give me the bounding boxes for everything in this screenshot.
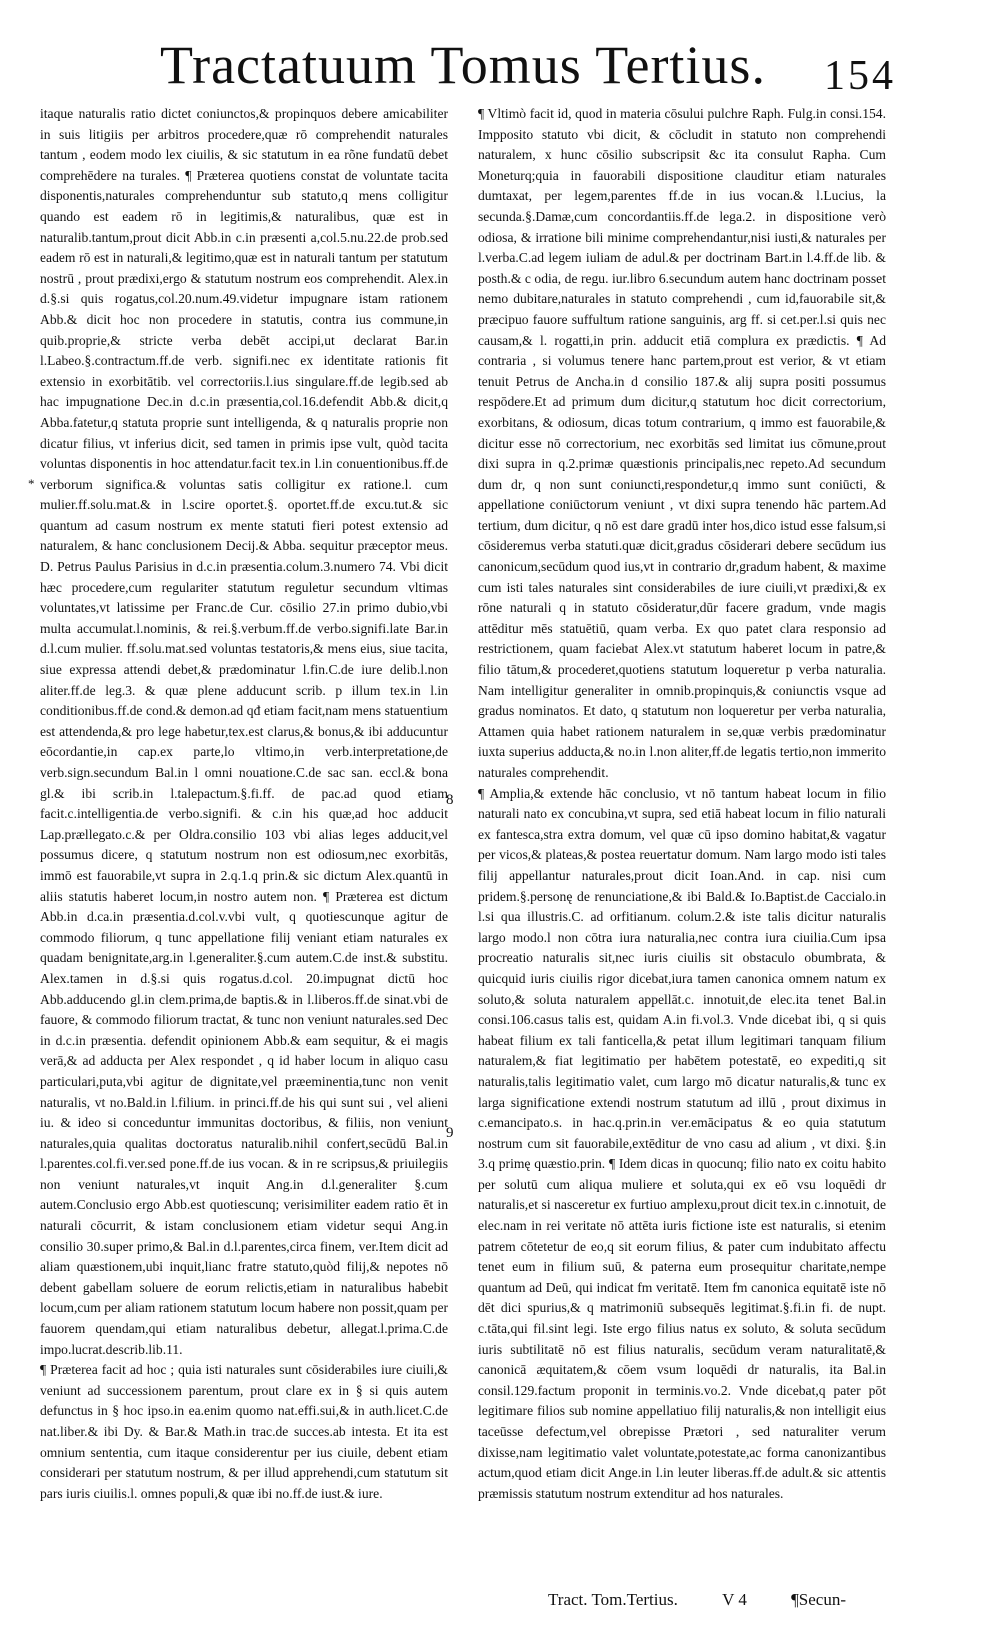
folio-number: 154 — [824, 53, 896, 99]
left-column — [40, 104, 448, 1584]
margin-number-8: 8 — [446, 792, 454, 808]
signature-mark: V 4 — [722, 1590, 747, 1609]
running-title: Tractatuum Tomus Tertius. — [160, 35, 766, 95]
right-column — [478, 104, 886, 1588]
right-paragraph: ¶ Amplia,& extende hāc conclusio, vt nō tantum habeat locum in filio naturali nato ex concubina,vt supra, sed etiā habeat locum in filio naturali ex fantesca,stra extra domum, vel quæ cū ipso domino habitat,& vagatur per vicos,& plateas,& postea reuertatur domum. Nam largo modo isti tales filij appellantur naturales,prout dicit Ioan.And. in cap. nisi cum pridem.§.personę de renunciatione,& ibi Bald.& Io.Baptist.de Caccialo.in l.si qua illustris.C. ad orfitianum. colum.2.& iste talis dicitur naturalis largo modo.l non cōtra iura naturalia,nec contra iura ciuilia.Cum ipsa procreatio naturalis sit,nec iuris ciuilis sit obstaculo obumbrata, & quicquid iuris ciuilis rigor dicebat,iura tamen canonica omnem natum ex soluto,& soluta naturalem appellāt.c. innotuit,de elec.ita tenet Bal.in consi.106.casus talis est, quidam A.in fi.vol.3. Vnde dicebat ibi, q si quis habeat filium ex tali fanticella,& petat illum legitimari tanquam filium naturalem,& fiat legitimatio per habētem potestatē, eo expediti,q sit naturalis,talis legitimatio valet, cum largo mō dicatur naturalis,& tunc ex larga significatione extendi nostrum statutum ad illū , prout diximus in c.emancipato.s. in hac.q.prin.in ver.emācipatus & eo quia statutum nostrum cum sit fauorabile,extēditur de vno casu ad alium , vt dixi. §.in 3.q primę quæstio.prin. ¶ Idem dicas in quocunq; filio nato ex coitu habito per solutū cum aliqua muliere et soluta,qui ex eō vsu loquēdi dr naturalis,et si nasceretur ex furtiuo amplexu,prout dicit tex.in c.innotuit, de elec.nam in rei veritate nō attēta iuris fictione iste est naturalis, si etenim patrem cōtetetur de eo,q sit eorum filius, & pater cum indubitato affectu tenet eum in filium suū, & paterna eum prosequitur charitate,nempe quantum ad Deū, qui indicat fm veritatē. Item fm canonica equitatē iste nō dēt dici spurius,& q matrimoniū subsequēs legitimat.§.fi.in fi. de nupt. c.tāta,qui fil.sint legi. Iste ergo filius natus ex soluto, & soluta secūdum iuris subtilitatē nō est filius naturalis, secūdum veram naturalitatē,& canonicā æquitatem,& cōem vsum loquēdi dr naturalis, ita Bal.in consil.129.factum proponit in terminis.vo.2. Vnde dicebat,q pater pōt legitimare filios sub nomine appellatiuo filij naturalis,& non intelligit eius taceūsse defectum,vel obrepisse Prætori , sed naturaliter verum dixisse,nam legitimatio valet voluntate,potestate,ac forma canonizantibus actum,quod etiam dicit Ange.in l.in leuter liberas.ff.de adult.& sic attentis præmissis statutum nostrum extenditur ad hos naturales. — [478, 785, 886, 1501]
page-footer — [548, 1590, 888, 1610]
margin-number-9: 9 — [446, 1125, 454, 1141]
left-paragraph: itaque naturalis ratio dictet coniunctos,& propinquos debere amicabiliter in suis litigiis per arbitros procedere,quæ rō comprehendit naturales tantum , eodem modo lex ciuilis, & sic statutum in ea rõne fundatū debet comprehēdere na turales. ¶ Præterea quotiens constat de voluntate tacita disponentis,naturales comprehenduntur sub statuto,q mens colligitur quando est eadem rō in legitimis,& naturalibus, quæ est in naturalib.tantum,prout dicit Abb.in c.in præsenti a,col.5.nu.22.de prob.sed eadem rō est in naturali,& legitimo,quæ est in naturali tantum per statutum nostrū , prout prædixi,ergo & statutum nostrum eos comprehendit. Alex.in d.§.si quis rogatus,col.20.num.49.videtur impugnare istam rationem Abb.& dicit hoc non procedere in statutis, contra ius commune,in quib.proprie,& stricte verba debēt accipi,ut declarat Bar.in l.Labeo.§.contractum.ff.de verb. signifi.nec ex identitate rationis fit extensio in exorbitātib. vel correctoriis.l.ius singulare.ff.de legib.sed ab hac impugnatione Dec.in d.c.in præsentia,col.16.defendit Abb.& dicit,q Abba.fatetur,q statuta proprie sunt intelligenda, & q naturalis proprie non dicatur filius, vt inferius dicit, sed tamen in primis ipse vult, quòd tacita voluntas disponentis in hoc attendatur.facit tex.in l.in conuentionibus.ff.de verborum significa.& voluntas satis colligitur ex ratione.l. cum mulier.ff.solu.mat.& in l.scire oportet.§. oportet.ff.de excu.tut.& sic quantum ad casum nostrum ex mente statuti fieri potest extensio ad naturalem, & hanc conclusionem Decij.& Abba. sequitur præceptor meus. D. Petrus Paulus Parisius in d.c.in præsentia.colum.3.numero 74. Vbi dicit hæc procedere,cum regulariter statutum reguletur secundum vltimas voluntates,vt latissime per Franc.de Cur. cōsilio 27.in primo dubio,vbi multa accumulat.l.nominis, & rei.§.verbum.ff.de verbo.signifi.late Bar.in d.l.cum mulier. ff.solu.mat.sed voluntas testatoris,& mens eius, siue tacita, siue expressa attendi debet,& prædominatur l.fin.C.de iure delib.l.non aliter.ff.de leg.3. & quæ plene adducunt scrib. p illum tex.in l.in conditionibus.ff.de cond.& demon.ad qđ etiam facit,nam mens statuentium est attendenda,& pro lege habetur,tex.est clarus,& bonus,& ibi adducuntur eōcordantie,in cap.ex parte,lo vltimo,in verb.interpretatione,de verb.sign.secundum Bal.in l omni nouatione.C.de sac san. eccl.& bona gl.& ibi scrib.in l.talepactum.§.fi.ff. de pac.ad quod etiam facit.c.intelligentia.de verbo.signifi. & c.in his quæ,ad hoc adducit Lap.prællegato.c.& per Oldra.consilio 103 vbi alias leges adducit,vel possumus dicere, q statutum nostrum non est odiosum,nec exorbitās, immō est fauorabile,vt supra in 2.q.1.q prin.& sic dictum Alex.quantū in aliis statutis haberet locum,in nostro autem non. ¶ Præterea est dictum Abb.in d.ca.in præsentia.d.col.v.vbi vult, q quotiescunque agitur de commodo filiorum, q tunc appellatione filij veniant etiam naturales ex quadam benignitate,arg.in l.generaliter.§.cum autem.C.de inst.& substitu. Alex.tamen in d.§.si quis rogatus.d.col. 20.impugnat dictū hoc Abb.adducendo gl.in clem.prima,de baptis.& in l.liberos.ff.de sinat.vbi de fauore, & commodo filiorum tractat, & tunc non veniunt naturales.sed Dec in d.c.in præsentia. defendit opinionem Abb.& eam sequitur, & ei magis verā,& ad adducta per Alex respondet , q id haber locum in aliquo casu particulari,puta,vbi agitur de dignitate,vel præeminentia,tunc non venit naturalis, vt no.Bald.in l.filium. in princi.ff.de his qui sunt sui , vel alieni iu. & ideo si conceduntur immunitas doctoribus, & filiis, non veniunt naturales,quia qualitas doctoratus naturalib.nihil confert,secūdū Bal.in l.parentes.col.fi.ver.sed pone.ff.de ius vocan. & in re scripsus,& priuilegiis non veniunt naturales,vt inquit Ang.in d.l.generaliter §.cum autem.Conclusio ergo Abb.est quotiescunq; verisimiliter eadem ratio ēt in naturali cōcurrit, & istam conclusionem etiam videtur sequi Ang.in consilio 30.super primo,& Bal.in d.l.parentes,circa finem, ver.Item dicit ad aliam quæstionem,ubi inquit,lianc fratre statuto,quòd filij,& nepotes nō debent gabellam soluere de eorum relictis,etiam in naturalibus habebit locum,cum per aliam rationem statutum locum habere non possit,quam per fauorem quendam,qui etiam naturalibus debetur, allegat.l.prima.C.de impo.lucrat.describ.lib.11. — [40, 106, 448, 1357]
footer-title: Tract. Tom.Tertius. — [548, 1590, 678, 1609]
left-paragraph: ¶ Præterea facit ad hoc ; quia isti naturales sunt cōsiderabiles iure ciuili,& veniunt ad successionem parentum, prout clare ex in § si quis autem defunctus in § hoc ipso.in ea.enim quomo nat.effi.sui,& in auth.licet.C.de nat.liber.& ibi Dy. & Bar.& Math.in trac.de succes.ab intesta. Et ita est omnium sententia, cum itaque considerentur per ius ciuile, debent etiam considerari per statutum nostrum, & per illud apprehendi,cum statutum sit pars iuris ciuilis.l. omnes populi,& quæ ibi no.ff.de iust.& iure. — [40, 1362, 448, 1501]
catchword: ¶Secun- — [791, 1590, 846, 1609]
margin-asterisk: * — [28, 476, 35, 491]
right-paragraph: ¶ Vltimò facit id, quod in materia cōsului pulchre Raph. Fulg.in consi.154. Impposito statuto vbi dicit, & cōcludit in statuto non comprehendi naturalem, x hunc cōsilio subscripsit &c ita consulut Rapha. Cum Moneturq;quia in fauorabili dispositione clauditur etiam naturales dumtaxat, per legem,parentes ff.de in ius vocan.& l.Lucius, la secunda.§.Damæ,cum concordantiis.ff.de lega.2. in dispositione verò odiosa, & irratione bili minime comprehendantur,nisi iusti,& naturales per l.verba.C.ad legem iuliam de adul.& per doctrinam Bart.in l.4.ff.de lib. & posth.& c odia, de regu. iur.libro 6.secundum autem hanc doctrinam posset nemo dubitare,naturales in statuto comprehendi , cum id,fauorabile sit,& præcipuo fauore suffultum ratione sanguinis, arg ff. si cet.per.l.si quis nec causam,& l. rogatti,in prin. adducit etiā complura ex prædictis. ¶ Ad contraria , si volumus tenere hanc partem,prout est verior, & vt etiam tenuit Petrus de Ancha.in d consilio 187.& alij supra positi possumus respōdere.Et ad primum dum dicitur,q statutum hoc dicit correctorium, exorbitans, & odiosum, dicas totum contrarium, q immo est fauorabile,& dicitur esse nō correctorium, nec exorbitās sed limitat ius cōmune,prout dixi supra in q.2.primæ quæstionis principalis,nec repeto.Ad secundum dum dr, q non sunt coniuncti,respondetur,q immo sunt coniūcti, & appellatione coniūctorum veniunt , vt dixi supra tenendo hāc partem.Ad tertium, dum dicitur, q nō est dare gradū inter hos,dico istud esse falsum,si cōsideremus verba statuti.quæ dicit,gradus cōsiderari debere secūdum ius canonicum,secūdum quod ius,vt in contrario dr,gradum habent, & maxime cum isti tales naturales sint considerabiles de iure ciuili,vt prædixi,& ex rōne naturali q in statuto cōsideratur,dūr facere gradum, vnde magis attēditur mēs statuētiū, quam verba. Ex quo patet clara responsio ad restrictionem, quam faciebat Alex.vt statutum haberet locum in patre,& filio tātum,& procederet,quotiens statutum loqueretur p verba naturalia. Nam intelligitur generaliter in omnib.propinquis,& coniunctis vsque ad gradus nominatos. Et dato, q statutum non loqueretur per verba naturalia, Attamen quia habet rationem naturalem in se,quæ verbis prædominatur iuxta superius adducta,& no.in l.non aliter,ff.de legatis tertio,non immerito naturales comprehendit. — [478, 106, 886, 780]
